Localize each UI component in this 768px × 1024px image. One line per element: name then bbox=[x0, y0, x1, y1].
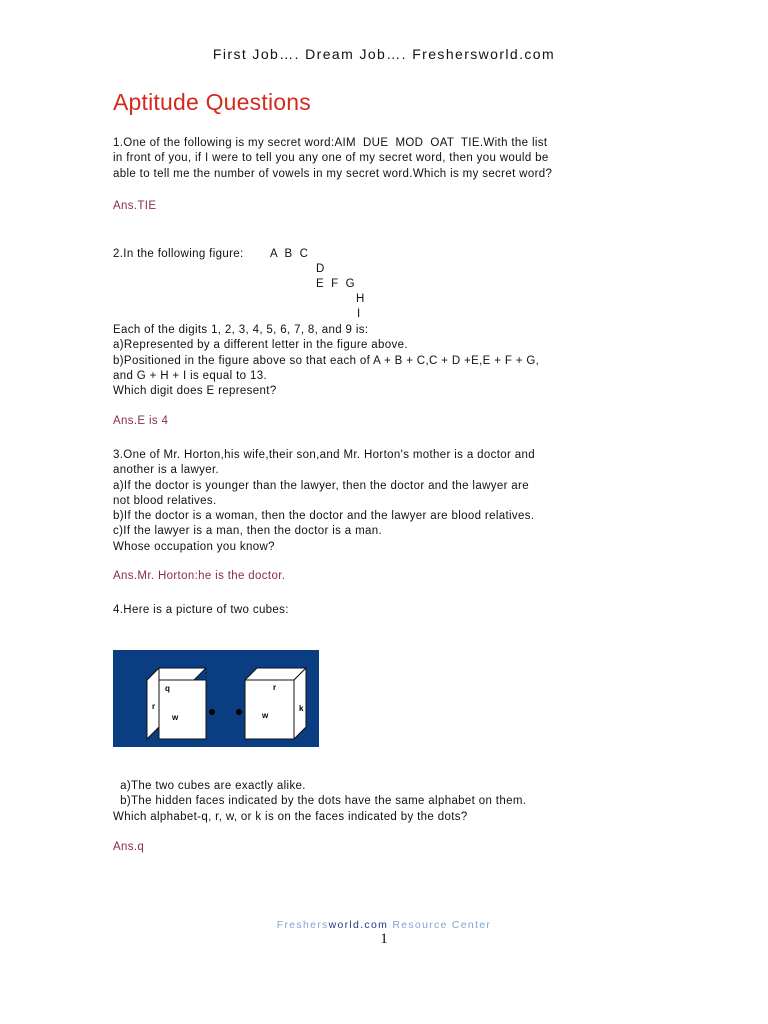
question-1-line: able to tell me the number of vowels in my secret word.Which is my secret word? bbox=[113, 167, 553, 180]
figure-row-2: D bbox=[316, 263, 325, 275]
left-cube-front-label: w bbox=[172, 713, 179, 722]
left-cube-top-label: q bbox=[165, 684, 170, 693]
footer-brand-part-2: world.com bbox=[328, 919, 389, 931]
question-2-line: b)Positioned in the figure above so that each of A + B + C,C + D +E,E + F + G, bbox=[113, 354, 540, 367]
question-3 bbox=[113, 448, 643, 555]
figure-row-1: A B C bbox=[270, 248, 309, 260]
question-3-line: b)If the doctor is a woman, then the doctor and the lawyer are blood relatives. bbox=[113, 510, 535, 523]
question-2-line: Each of the digits 1, 2, 3, 4, 5, 6, 7, 8, and 9 is: bbox=[113, 324, 369, 336]
question-3-line: c)If the lawyer is a man, then the doctor is a man. bbox=[113, 525, 383, 538]
question-2-intro: 2.In the following figure: bbox=[113, 248, 244, 260]
page-header: First Job…. Dream Job…. Freshersworld.com bbox=[212, 46, 556, 62]
right-cube bbox=[245, 668, 306, 739]
question-4-line: b)The hidden faces indicated by the dots have the same alphabet on them. bbox=[113, 795, 527, 808]
question-4-line: Which alphabet-q, r, w, or k is on the faces indicated by the dots? bbox=[113, 810, 468, 823]
question-1 bbox=[113, 136, 643, 182]
two-cubes-figure bbox=[113, 650, 319, 747]
right-cube-front-label: w bbox=[262, 711, 269, 720]
question-2 bbox=[113, 323, 643, 399]
page-number: 1 bbox=[380, 931, 388, 947]
question-3-line: another is a lawyer. bbox=[113, 464, 220, 477]
question-3-line: a)If the doctor is younger than the lawyer, then the doctor and the lawyer are bbox=[113, 479, 529, 492]
question-3-line: 3.One of Mr. Horton,his wife,their son,and Mr. Horton's mother is a doctor and bbox=[113, 449, 535, 461]
question-4 bbox=[113, 779, 643, 825]
question-3-line: Whose occupation you know? bbox=[113, 540, 275, 553]
question-2-line: and G + H + I is equal to 13. bbox=[113, 369, 267, 382]
footer-resource-center bbox=[0, 919, 768, 931]
question-1-line: 1.One of the following is my secret word:AIM DUE MOD OAT TIE.With the list bbox=[113, 137, 548, 149]
figure-row-3: E F G bbox=[316, 278, 355, 290]
question-4-line: a)The two cubes are exactly alike. bbox=[113, 780, 306, 792]
right-cube-top-label: r bbox=[273, 683, 277, 692]
figure-row-5: I bbox=[357, 308, 361, 320]
question-1-line: in front of you, if I were to tell you any one of my secret word, then you would be bbox=[113, 152, 549, 165]
question-2-line: Which digit does E represent? bbox=[113, 385, 277, 398]
footer-brand-part-1: Freshers bbox=[276, 919, 329, 931]
hidden-face-dot-left bbox=[209, 709, 215, 715]
answer-3: Ans.Mr. Horton:he is the doctor. bbox=[113, 570, 286, 582]
answer-1: Ans.TIE bbox=[113, 200, 157, 212]
footer-brand-part-3: Resource Center bbox=[388, 919, 492, 931]
question-2-line: a)Represented by a different letter in the figure above. bbox=[113, 339, 408, 352]
right-cube-side-label: k bbox=[299, 704, 304, 713]
left-cube-side-label: r bbox=[152, 702, 156, 711]
question-4-intro: 4.Here is a picture of two cubes: bbox=[113, 604, 289, 616]
hidden-face-dot-right bbox=[236, 709, 242, 715]
answer-4: Ans.q bbox=[113, 841, 145, 853]
figure-row-4: H bbox=[356, 293, 365, 305]
question-3-line: not blood relatives. bbox=[113, 494, 217, 507]
answer-2: Ans.E is 4 bbox=[113, 415, 169, 427]
page-title: Aptitude Questions bbox=[113, 89, 311, 115]
